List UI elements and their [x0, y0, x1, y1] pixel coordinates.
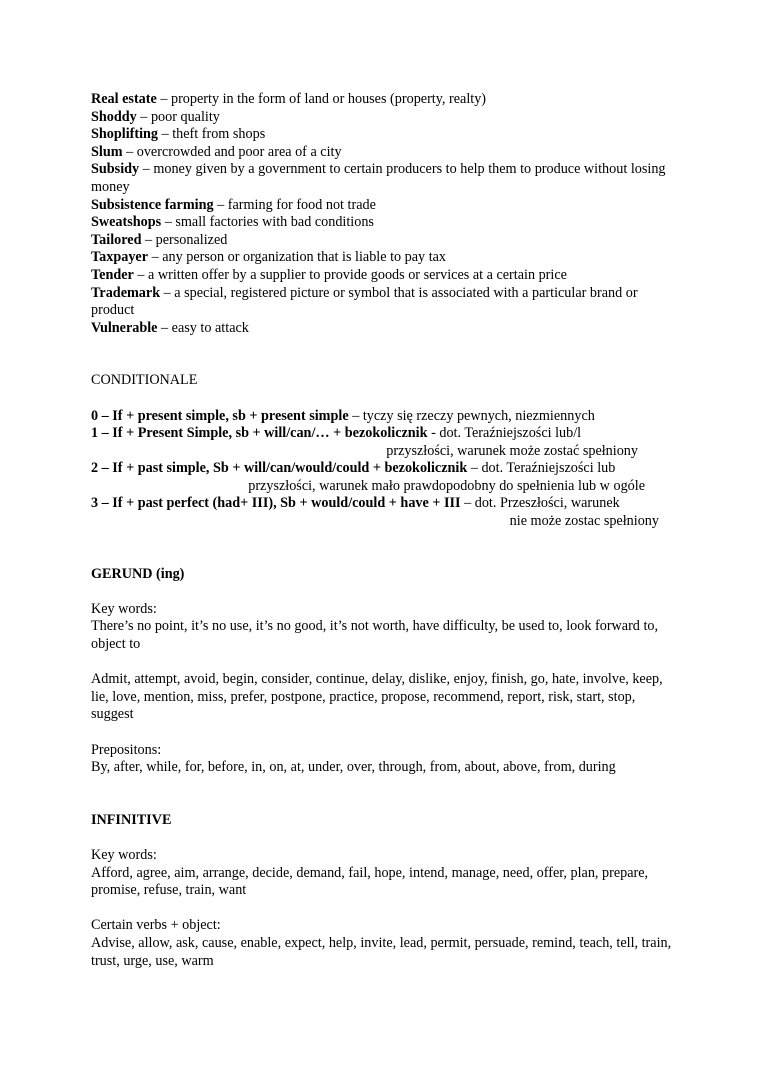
glossary-term: Tailored	[91, 231, 142, 248]
glossary-term: Sweatshops	[91, 214, 162, 231]
glossary-definition: – money given by a government to certain producers to help them to produce without losing money	[91, 161, 666, 195]
glossary-term: Tender	[91, 266, 134, 283]
conditional-formula: 3 – If + past perfect (had+ III), Sb + would/could + have + III	[91, 495, 461, 512]
glossary-entry	[91, 285, 681, 320]
glossary-definition: – farming for food not trade	[213, 196, 376, 213]
conditional-note-continued: przyszłości, warunek mało prawdopodobny do spełnienia lub w ogóle	[248, 477, 645, 494]
prepositions-list: By, after, while, for, before, in, on, at, under, over, through, from, about, above, from, during	[91, 759, 616, 776]
conditional-note: – dot. Przeszłości, warunek	[460, 495, 620, 512]
glossary-definition: – property in the form of land or houses (property, realty)	[156, 91, 487, 107]
glossary-entry	[91, 197, 681, 215]
section-heading: GERUND (ing)	[91, 565, 185, 582]
glossary-term: Shoplifting	[91, 126, 159, 143]
keywords-text: Afford, agree, aim, arrange, decide, demand, fail, hope, intend, manage, need, offer, plan, prepare, promise, refuse, train, want	[91, 864, 649, 899]
glossary-term: Vulnerable	[91, 319, 158, 336]
conditional-rule	[91, 460, 681, 478]
conditional-rule	[91, 425, 681, 443]
glossary-term: Subsistence farming	[91, 196, 214, 213]
keywords-label: Key words:	[91, 846, 157, 863]
conditional-note: - dot. Teraźniejszości lub/l	[427, 425, 582, 442]
glossary-term: Taxpayer	[91, 249, 149, 266]
glossary-definition: – easy to attack	[157, 319, 249, 336]
glossary-entry	[91, 109, 681, 127]
glossary-entry	[91, 91, 681, 109]
object-verbs-list: Advise, allow, ask, cause, enable, expect, help, invite, lead, permit, persuade, remind, teach, tell, train, trust, urge, use, warm	[91, 934, 672, 969]
glossary-entry	[91, 161, 681, 196]
conditional-formula: 2 – If + past simple, Sb + will/can/would/could + bezokolicznik	[91, 460, 468, 477]
document-page	[91, 91, 681, 970]
glossary-term: Subsidy	[91, 161, 140, 178]
conditional-formula: 0 – If + present simple, sb + present simple	[91, 407, 349, 424]
glossary-definition: – theft from shops	[158, 126, 266, 143]
glossary-definition: – a special, registered picture or symbol that is associated with a particular brand or product	[91, 284, 638, 319]
glossary-entry	[91, 267, 681, 285]
glossary-term: Shoddy	[91, 108, 137, 125]
verbs-list: Admit, attempt, avoid, begin, consider, continue, delay, dislike, enjoy, finish, go, hate, involve, keep, lie, love, mention, miss, prefer, postpone, practice, propose, recommend, report, risk, start, stop, suggest	[91, 671, 663, 723]
glossary-term: Real estate	[91, 91, 157, 107]
gerund-section	[91, 566, 681, 777]
conditional-rule	[91, 408, 681, 426]
glossary-term: Trademark	[91, 284, 161, 301]
conditional-formula: 1 – If + Present Simple, sb + will/can/… + bezokolicznik	[91, 425, 428, 442]
conditional-note-continued: przyszłości, warunek może zostać spełniony	[386, 442, 638, 459]
conditional-note: – dot. Teraźniejszości lub	[467, 460, 616, 477]
glossary-entry	[91, 249, 681, 267]
glossary-entry	[91, 214, 681, 232]
prepositions-label: Prepositons:	[91, 741, 162, 758]
keywords-label: Key words:	[91, 600, 157, 617]
conditionals-section	[91, 372, 681, 530]
section-heading: INFINITIVE	[91, 811, 172, 828]
glossary-definition: – poor quality	[136, 108, 220, 125]
keywords-text: There’s no point, it’s no use, it’s no good, it’s not worth, have difficulty, be used to, look forward to, object to	[91, 618, 659, 653]
glossary-entry	[91, 144, 681, 162]
section-heading: CONDITIONALE	[91, 372, 198, 389]
glossary-definition: – overcrowded and poor area of a city	[122, 143, 342, 160]
glossary	[91, 91, 681, 337]
glossary-definition: – any person or organization that is liable to pay tax	[148, 249, 447, 266]
glossary-definition: – a written offer by a supplier to provide goods or services at a certain price	[133, 266, 567, 283]
glossary-entry	[91, 126, 681, 144]
glossary-definition: – small factories with bad conditions	[161, 214, 374, 231]
glossary-definition: – personalized	[141, 231, 228, 248]
conditional-note-continued: nie może zostac spełniony	[509, 513, 659, 530]
glossary-entry	[91, 320, 681, 338]
conditional-note: – tyczy się rzeczy pewnych, niezmiennych	[348, 407, 595, 424]
glossary-term: Slum	[91, 143, 123, 160]
conditional-rule	[91, 495, 681, 513]
glossary-entry	[91, 232, 681, 250]
object-verbs-label: Certain verbs + object:	[91, 917, 221, 934]
infinitive-section	[91, 812, 681, 970]
